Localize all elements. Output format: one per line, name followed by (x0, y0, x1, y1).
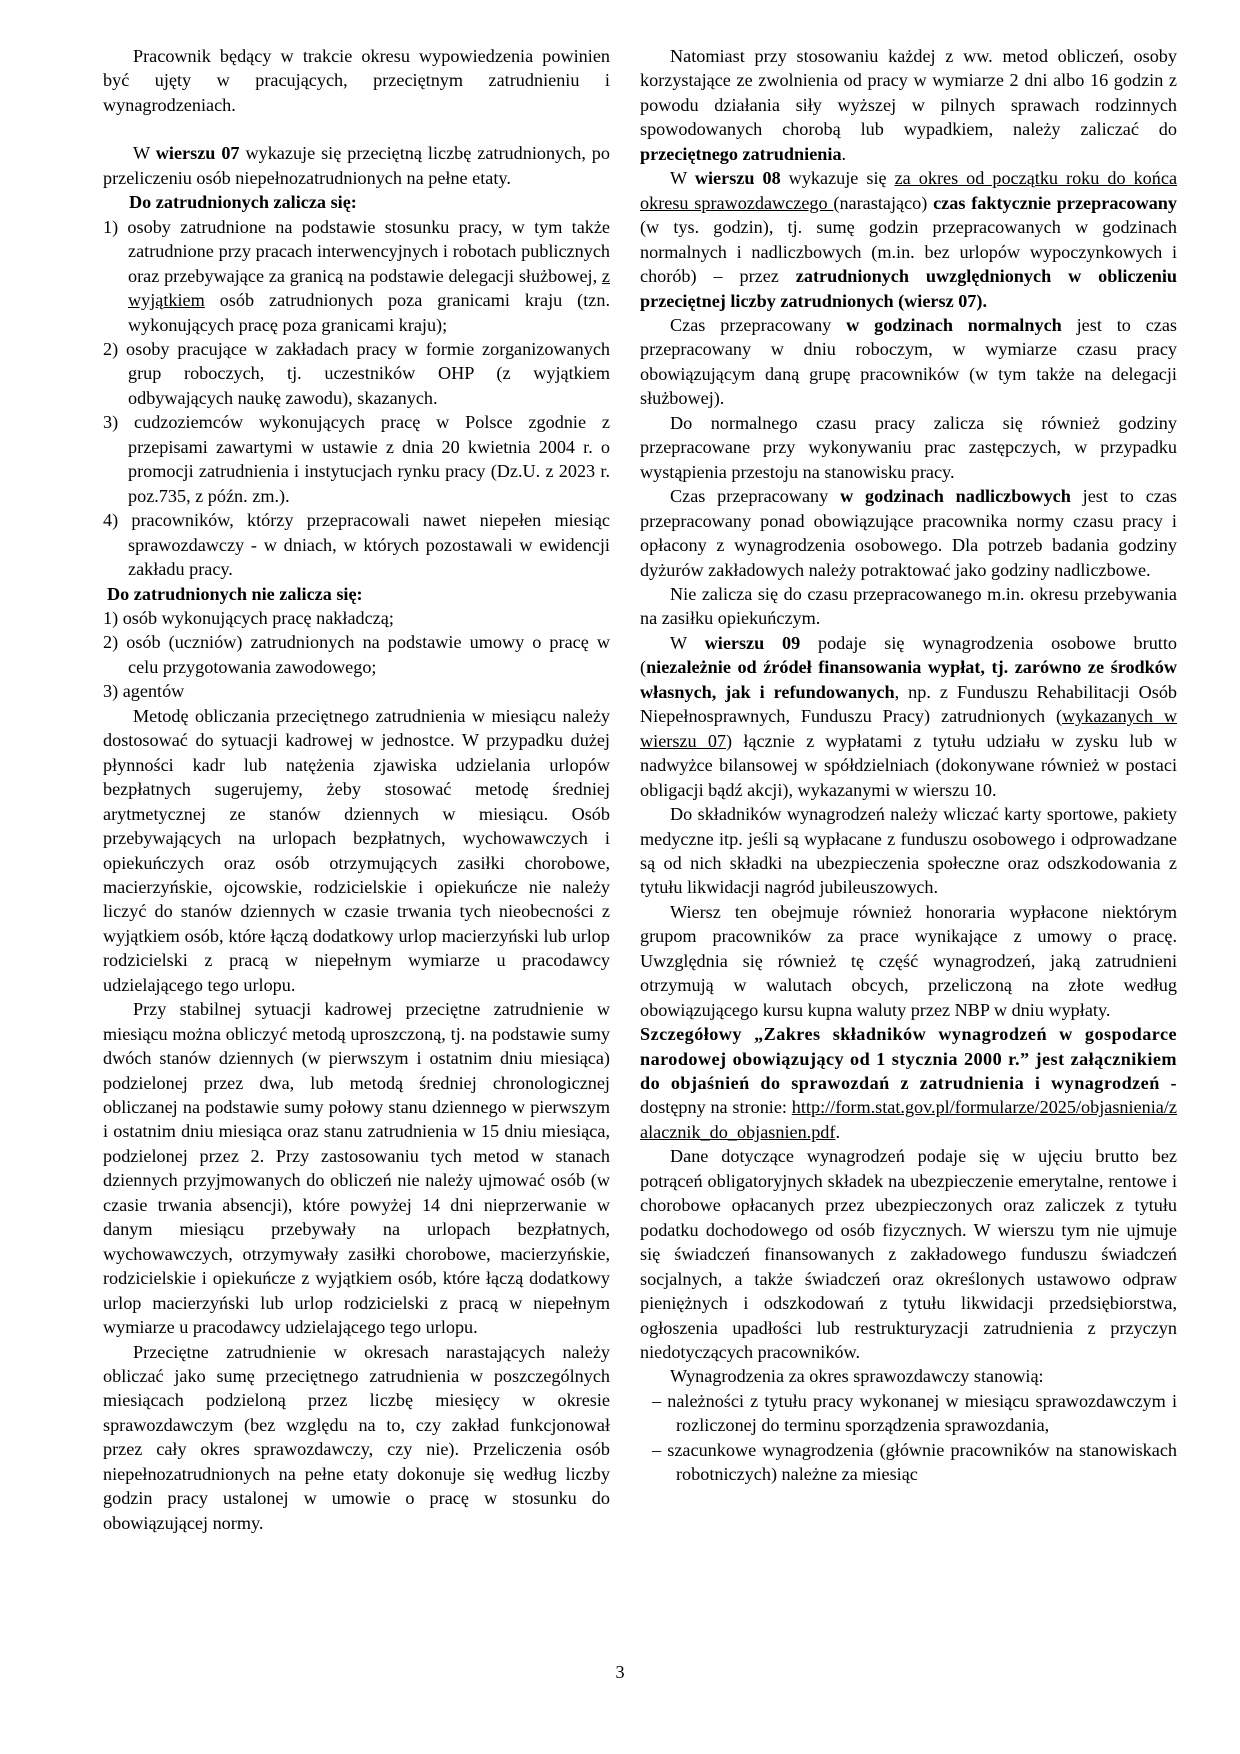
row-09-label: wierszu 09 (704, 632, 801, 653)
paragraph-cumulative-periods: Przeciętne zatrudnienie w okresach narastających należy obliczać jako sumę przeciętnego zatrudnienia w poszczególnych miesiącach podzieloną przez liczbę miesięcy w okresie sprawozdawczym (bez względu na to, czy zakład funkcjonował przez cały okres sprawozdawczy, czy nie). Przeliczenia osób niepełnozatrudnionych na pełne etaty dokonuje się według liczby godzin pracy ustalonej w umowie o pracę w stosunku do obowiązującej normy. (103, 1341, 610, 1533)
list-item: 3) agentów (103, 681, 185, 702)
excluded-list (103, 606, 610, 704)
paragraph-notice-period: Pracownik będący w trakcie okresu wypowiedzenia powinien być ujęty w pracujących, przeciętnym zatrudnieniu i wynagrodzeniach. (103, 46, 610, 115)
paragraph-stable-staffing: Przy stabilnej sytuacji kadrowej przeciętne zatrudnienie w miesiącu można obliczyć metodą uproszczoną, tj. na podstawie sumy dwóch stanów dziennych (w pierwszym i ostatnim dniu miesiąca) podzielonej przez dwa, lub metodą średniej chronologicznej obliczanej na podstawie sumy połowy stanu dziennego w pierwszym i ostatnim dniu miesiąca oraz stanu zatrudnienia w 15 dniu miesiąca, podzielonej przez 2. Przy zastosowaniu tych metod w stanach dziennych przyjmowanych do obliczeń nie należy ujmować osób (w czasie trwania absencji), które powyżej 14 dni nieprzerwanie w danym miesiącu przebywały na urlopach bezpłatnych, wychowawczych, otrzymywały zasiłki chorobowe, macierzyńskie, rodzicielskie i opiekuńcze z wyjątkiem osób, które łączą dodatkowy urlop macierzyński lub urlop rodzicielski z pracą w niepełnym wymiarze u pracodawcy udzielającego tego urlopu. (103, 999, 610, 1338)
paragraph-force-majeure: Natomiast przy stosowaniu każdej z ww. metod obliczeń, osoby korzystające ze zwolnienia od pracy w wymiarze 2 dni albo 16 godzin z powodu działania siły wyższej w pilnych sprawach rodzinnych spowodowanych chorobą lub wypadkiem, należy zaliczać do przeciętnego zatrudnienia. (640, 46, 1177, 164)
wages-list (640, 1389, 1177, 1487)
paragraph-fees: Wiersz ten obejmuje również honoraria wypłacone niektórym grupom pracowników za prace wynikające z umowy o pracę. Uwzględnia się również tę część wynagrodzeń, jaką zatrudnieni otrzymują w walutach obcych, przeliczoną na złote według obowiązującego kursu kupna waluty przez NBP w dniu wypłaty. (640, 901, 1177, 1020)
list-item: 2) osób (uczniów) zatrudnionych na podstawie umowy o pracę w celu przygotowania zawodowego; (103, 632, 610, 677)
list-item: 4) pracowników, którzy przepracowali nawet niepełen miesiąc sprawozdawczy - w dniach, w których pozostawali w ewidencji zakładu pracy. (103, 510, 610, 580)
paragraph-gross: Dane dotyczące wynagrodzeń podaje się w ujęciu brutto bez potrąceń obligatoryjnych składek na ubezpieczenie emerytalne, rentowe i chorobowe opłacanych przez ubezpieczonych oraz zaliczek z tytułu podatku dochodowego od osób fizycznych. W wierszu tym nie ujmuje się świadczeń finansowanych z zakładowego funduszu świadczeń socjalnych, a także świadczeń oraz określonych ustawowo odpraw pieniężnych i odszkodowań z tytułu likwidacji przedsiębiorstwa, ogłoszenia upadłości lub restrukturyzacji zatrudnienia z przyczyn niedotyczących pracowników. (640, 1146, 1177, 1363)
heading-included: Do zatrudnionych zalicza się: (129, 192, 357, 213)
list-item: – szacunkowe wynagrodzenia (głównie pracowników na stanowiskach robotniczych) należne za miesiąc (652, 1439, 1177, 1485)
annex-link[interactable]: http://form.stat.gov.pl/formularze/2025/objasnienia/zalacznik_do_objasnien.pdf (640, 1097, 1177, 1142)
left-column (103, 44, 610, 1535)
paragraph-substitute-work: Do normalnego czasu pracy zalicza się również godziny przepracowane przy wykonywaniu prac zastępczych, w przypadku wystąpienia przestoju na stanowisku pracy. (640, 412, 1177, 482)
row-07-label: wierszu 07 (155, 143, 240, 164)
right-column (640, 44, 1177, 1487)
paragraph-period-wages: Wynagrodzenia za okres sprawozdawczy stanowią: (670, 1366, 1044, 1387)
heading-excluded: Do zatrudnionych nie zalicza się: (107, 583, 363, 604)
list-item: 1) osoby zatrudnione na podstawie stosunku pracy, w tym także zatrudnione przy pracach interwencyjnych i robotach publicznych oraz przebywające za granicą na podstawie delegacji służbowej, z wyjątkiem osób zatrudnionych poza granicami kraju (tzn. wykonujących pracę poza granicami kraju); (103, 216, 610, 335)
paragraph-sport-cards: Do składników wynagrodzeń należy wliczać karty sportowe, pakiety medyczne itp. jeśli są wypłacane z funduszu osobowego i odprowadzane są od nich składki na ubezpieczenia społeczne oraz odszkodowania z tytułu likwidacji nagród jubileuszowych. (640, 804, 1177, 898)
paragraph-care-allowance: Nie zalicza się do czasu przepracowanego m.in. okresu przebywania na zasiłku opiekuńczym. (640, 583, 1177, 629)
paragraph-normal-hours: Czas przepracowany w godzinach normalnych jest to czas przepracowany w dniu roboczym, w wymiarze czasu pracy obowiązującym daną grupę pracowników (w tym także na delegacji służbowej). (640, 314, 1178, 409)
paragraph-scope: Szczegółowy „Zakres składników wynagrodzeń w gospodarce narodowej obowiązujący od 1 stycznia 2000 r.” jest załącznikiem do objaśnień do sprawozdań z zatrudnienia i wynagrodzeń - dostępny na stronie: http://form.stat.gov.pl/formularze/2025/objasnienia/zalacznik_do_objasnien.pdf. (640, 1024, 1177, 1142)
list-item: 1) osób wykonujących pracę nakładczą; (103, 607, 394, 628)
list-item: 3) cudzoziemców wykonujących pracę w Polsce zgodnie z przepisami zawartymi w ustawie z dnia 20 kwietnia 2004 r. o promocji zatrudnienia i instytucjach rynku pracy (Dz.U. z 2023 r. poz.735, z późn. zm.). (103, 412, 610, 506)
paragraph-row-07: W wierszu 07 wykazuje się przeciętną liczbę zatrudnionych, po przeliczeniu osób niepełnozatrudnionych na pełne etaty. (103, 143, 610, 188)
list-item: 2) osoby pracujące w zakładach pracy w formie zorganizowanych grup roboczych, tj. uczestników OHP (z wyjątkiem odbywających naukę zawodu), skazanych. (103, 338, 610, 408)
paragraph-calculation-method: Metodę obliczania przeciętnego zatrudnienia w miesiącu należy dostosować do sytuacji kadrowej w jednostce. W przypadku dużej płynności kadr lub natężenia zjawiska udzielania urlopów bezpłatnych sugerujemy, żeby stosować metodę średniej arytmetycznej ze stanów dziennych w miesiącu. Osób przebywających na urlopach bezpłatnych, wychowawczych i opiekuńczych oraz osób otrzymujących zasiłki chorobowe, macierzyńskie, ojcowskie, rodzicielskie i opiekuńcze nie należy liczyć do stanów dziennych w czasie trwania tych nieobecności z wyjątkiem osób, które łączą dodatkowy urlop macierzyński lub urlop rodzicielski z pracą w niepełnym wymiarze u pracodawcy udzielającego tego urlopu. (103, 705, 610, 995)
row-08-label: wierszu 08 (694, 168, 781, 189)
page-number: 3 (615, 1662, 625, 1682)
paragraph-overtime: Czas przepracowany w godzinach nadliczbowych jest to czas przepracowany ponad obowiązujące pracownika normy czasu pracy i opłacony z wynagrodzenia osobowego. Dla potrzeb badania godziny dyżurów zakładowych należy potraktować jako godziny nadliczbowe. (640, 486, 1177, 580)
list-item: – należności z tytułu pracy wykonanej w miesiącu sprawozdawczym i rozliczonej do terminu sporządzenia sprawozdania, (652, 1390, 1177, 1436)
paragraph-row-08: W wierszu 08 wykazuje się za okres od początku roku do końca okresu sprawozdawczego (narastająco) czas faktycznie przepracowany (w tys. godzin), tj. sumę godzin przepracowanych w godzinach normalnych i nadliczbowych (m.in. bez urlopów wypoczynkowych i chorób) – przez zatrudnionych uwzględnionych w obliczeniu przeciętnej liczby zatrudnionych (wiersz 07). (640, 168, 1178, 311)
included-list (103, 215, 610, 582)
paragraph-row-09: W wierszu 09 podaje się wynagrodzenia osobowe brutto (niezależnie od źródeł finansowania wypłat, tj. zarówno ze środków własnych, jak i refundowanych, np. z Funduszu Rehabilitacji Osób Niepełnosprawnych, Funduszu Pracy) zatrudnionych (wykazanych w wierszu 07) łącznie z wypłatami z tytułu udziału w zysku lub w nadwyżce bilansowej w spółdzielniach (dokonywane również w postaci obligacji bądź akcji), wykazanymi w wierszu 10. (640, 632, 1178, 800)
